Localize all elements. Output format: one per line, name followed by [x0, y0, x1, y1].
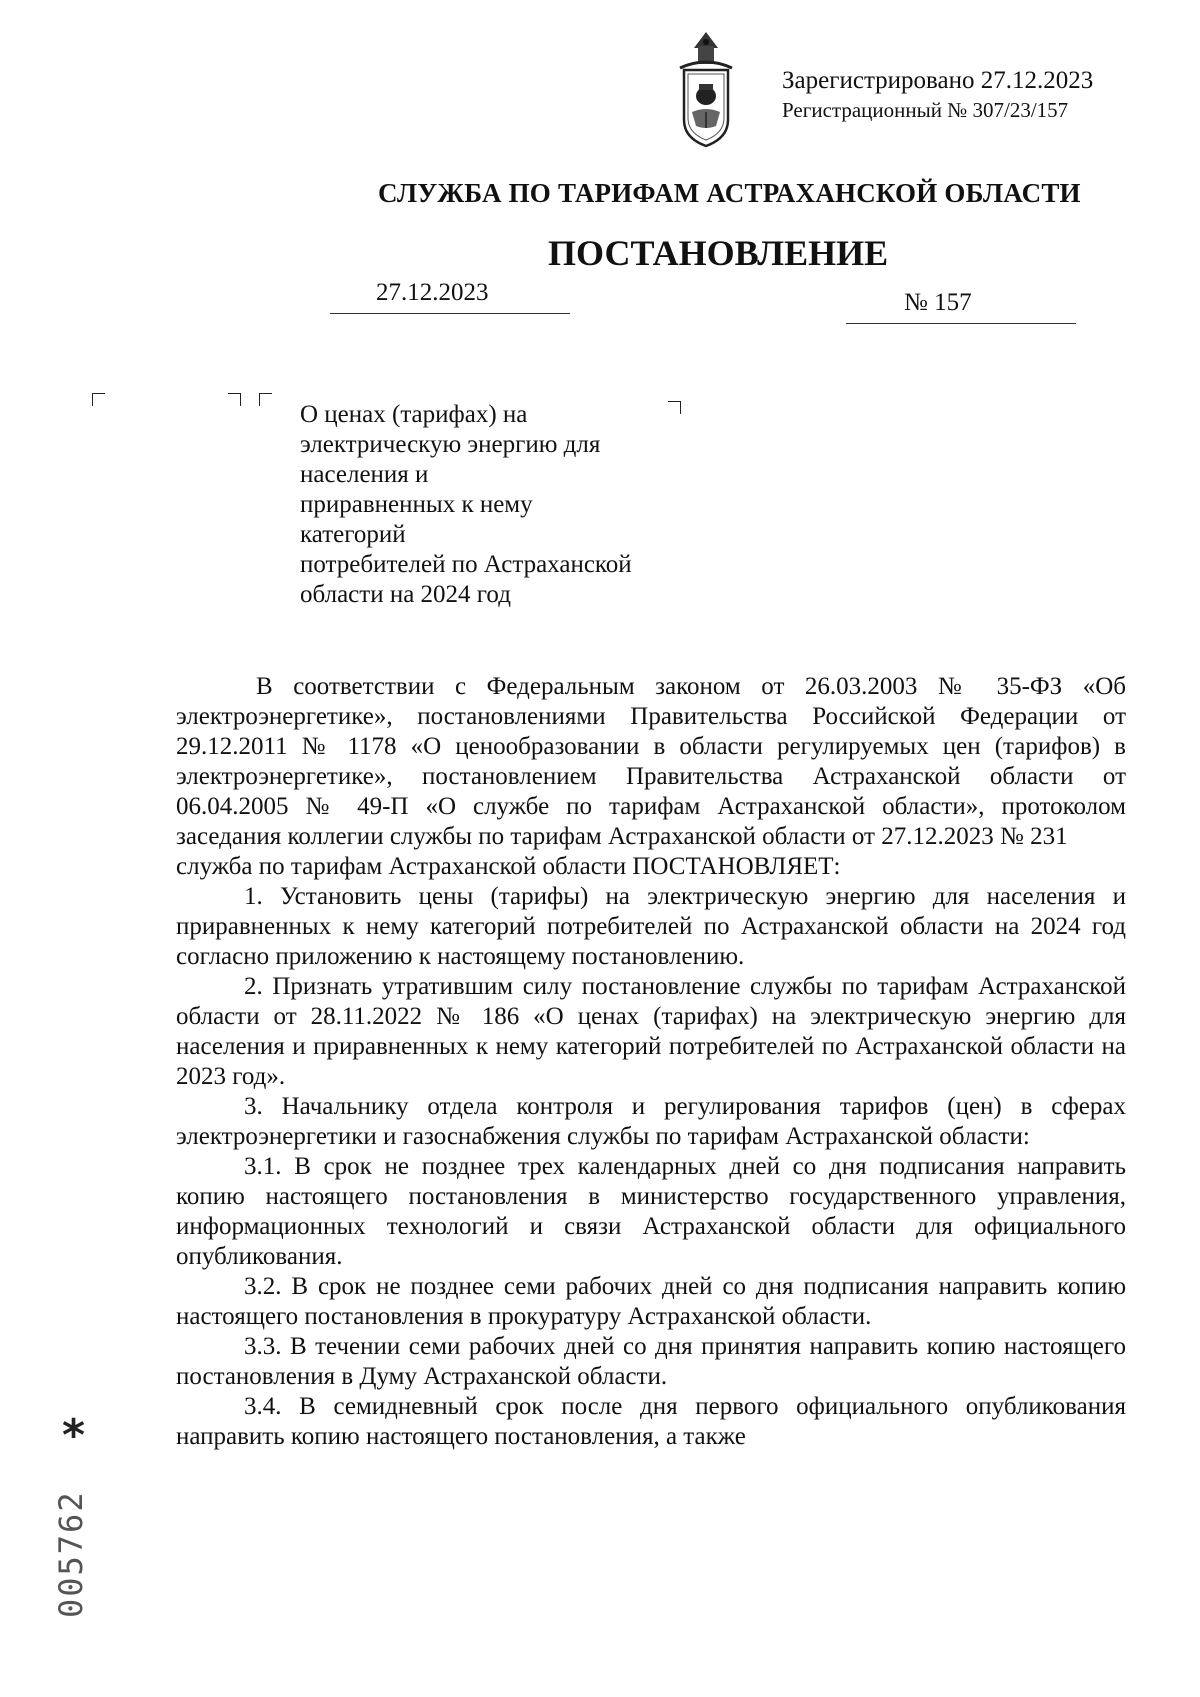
subject-line: категорий: [300, 521, 406, 548]
preamble-paragraph: В соответствии с Федеральным законом от 26.03.2003 № 35-ФЗ «Об электроэнергетике», постановлениями Правительства Российской Федерации от 29.12.2011 № 1178 «О ценообразовании в области регулируемых цен (тарифов) в электроэнергетике», постановлением Правительства Астраханской области от 06.04.2005 № 49-П «О службе по тарифам Астраханской области», протоколом заседания коллегии службы по тарифам Астраханской области от 27.12.2023 № 231: [176, 673, 1126, 850]
subject-line: приравненных к нему: [300, 491, 533, 518]
document-number: № 157: [904, 289, 972, 316]
document-body: [176, 672, 1126, 1452]
document-date: 27.12.2023: [376, 279, 489, 306]
item-3-2-paragraph: 3.2. В срок не позднее семи рабочих дней со дня подписания направить копию настоящего постановления в прокуратуру Астраханской области.: [176, 1273, 1126, 1330]
subject-line: электрическую энергию для: [300, 431, 601, 458]
document-number-field: [846, 286, 1076, 324]
registration-number: Регистрационный № 307/23/157: [782, 98, 1069, 122]
subject-line: О ценах (тарифах) на: [300, 401, 528, 428]
registration-date: Зарегистрировано 27.12.2023: [782, 67, 1094, 94]
document-subject: [300, 400, 700, 610]
item-3-paragraph: 3. Начальнику отдела контроля и регулирования тарифов (цен) в сферах электроэнергетики и газоснабжения службы по тарифам Астраханской области:: [176, 1093, 1126, 1150]
corner-mark: [259, 393, 272, 406]
registration-stamp: [782, 66, 1093, 124]
asterisk-mark: *: [62, 1410, 86, 1461]
corner-mark: [228, 393, 241, 406]
corner-mark: [92, 393, 105, 406]
organization-title: СЛУЖБА ПО ТАРИФАМ АСТРАХАНСКОЙ ОБЛАСТИ: [378, 178, 1081, 208]
subject-line: области на 2024 год: [300, 581, 511, 608]
document-date-field: [330, 276, 570, 314]
subject-line: потребителей по Астраханской: [300, 551, 632, 578]
item-3-3-paragraph: 3.3. В течении семи рабочих дней со дня принятия направить копию настоящего постановления в Думу Астраханской области.: [176, 1333, 1126, 1390]
item-3-4-paragraph: 3.4. В семидневный срок после дня первого официального опубликования направить копию настоящего постановления, а также: [176, 1393, 1126, 1450]
subject-line: населения и: [300, 461, 429, 488]
serial-number: 005762: [52, 1490, 90, 1618]
coat-of-arms-emblem: [664, 28, 748, 154]
side-serial-stamp: [42, 1458, 102, 1618]
decree-line: служба по тарифам Астраханской области ПОСТАНОВЛЯЕТ:: [176, 853, 841, 880]
item-1-paragraph: 1. Установить цены (тарифы) на электрическую энергию для населения и приравненных к нему категорий потребителей по Астраханской области на 2024 год согласно приложению к настоящему постановлению.: [176, 883, 1126, 970]
document-type-heading: ПОСТАНОВЛЕНИЕ: [548, 233, 889, 273]
item-2-paragraph: 2. Признать утратившим силу постановление службы по тарифам Астраханской области от 28.11.2022 № 186 «О ценах (тарифах) на электрическую энергию для населения и приравненных к нему категорий потребителей по Астраханской области на 2023 год».: [176, 973, 1126, 1090]
item-3-1-paragraph: 3.1. В срок не позднее трех календарных дней со дня подписания направить копию настоящего постановления в министерство государственного управления, информационных технологий и связи Астраханской области для официального опубликования.: [176, 1153, 1126, 1270]
